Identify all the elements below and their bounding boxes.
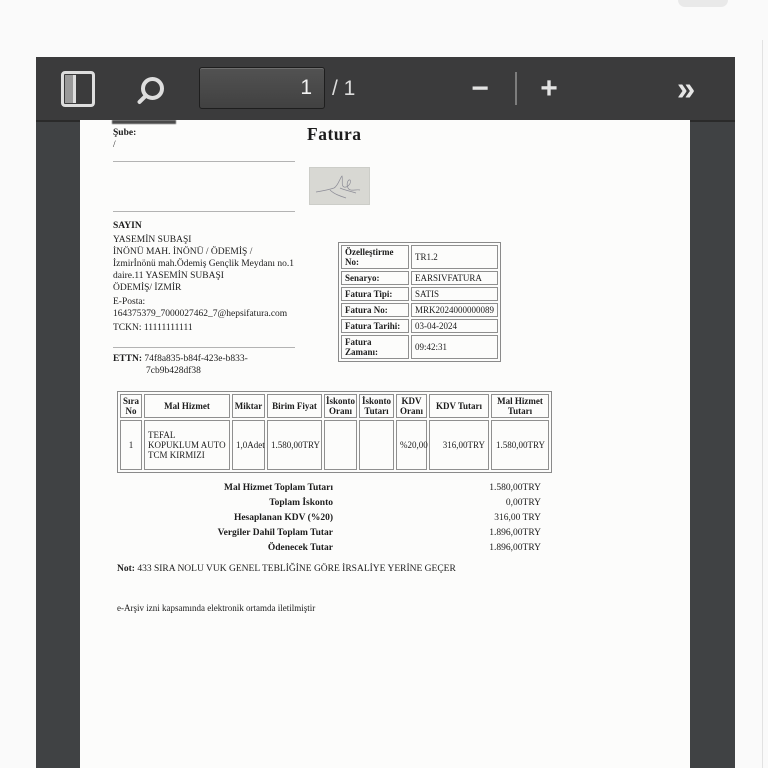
minus-icon: − xyxy=(471,71,489,105)
item-miktar: 1,0Adet xyxy=(232,420,265,470)
total-label: Vergiler Dahil Toplam Tutar xyxy=(217,527,333,538)
note-label: Not: xyxy=(117,564,135,574)
total-label: Ödenecek Tutar xyxy=(267,542,333,553)
table-row xyxy=(341,287,498,301)
item-birim-fiyat: 1.580,00TRY xyxy=(267,420,322,470)
total-value: 1.896,00TRY xyxy=(489,527,541,538)
total-label: Mal Hizmet Toplam Tutarı xyxy=(224,482,333,493)
zoom-in-button[interactable] xyxy=(525,57,573,120)
recipient-address-line: ÖDEMİŞ/ İZMİR xyxy=(113,283,182,293)
info-label: Fatura Tarihi: xyxy=(341,319,409,333)
tckn-value: TCKN: 11111111111 xyxy=(113,323,193,333)
divider-line xyxy=(113,347,295,348)
table-row xyxy=(341,319,498,333)
totals-block xyxy=(117,480,541,555)
search-icon xyxy=(141,77,164,100)
info-label: Fatura Zamanı: xyxy=(341,335,409,359)
item-mal-hizmet-tutari: 1.580,00TRY xyxy=(491,420,549,470)
total-value: 1.580,00TRY xyxy=(489,482,541,493)
total-row xyxy=(117,540,541,555)
total-value: 0,00TRY xyxy=(505,497,541,508)
info-value: MRK2024000000089 xyxy=(411,303,498,317)
page-count-label: / 1 xyxy=(332,76,356,100)
invoice-title: Fatura xyxy=(307,124,362,144)
column-header: Miktar xyxy=(232,394,265,418)
document-page xyxy=(80,120,690,768)
table-row xyxy=(341,271,498,285)
branch-value: / xyxy=(113,140,116,150)
recipient-heading: SAYIN xyxy=(113,221,142,231)
page-number-input[interactable] xyxy=(199,67,325,109)
footer-note: e-Arşiv izni kapsamında elektronik ortamda iletilmiştir xyxy=(117,603,316,613)
total-value: 316,00 TRY xyxy=(494,512,541,523)
search-button[interactable] xyxy=(134,57,170,120)
zoom-out-button[interactable] xyxy=(456,57,504,120)
divider-line xyxy=(113,161,295,162)
sidebar-toggle-button[interactable] xyxy=(60,57,96,120)
branch-label: Şube: xyxy=(113,128,137,138)
clipped-text-remnant xyxy=(112,120,176,124)
total-row xyxy=(117,510,541,525)
table-header-row xyxy=(120,394,549,418)
table-row xyxy=(120,420,549,470)
total-row xyxy=(117,525,541,540)
plus-icon: + xyxy=(540,71,558,105)
table-row xyxy=(341,335,498,359)
more-tools-button[interactable] xyxy=(662,57,710,120)
total-label: Toplam İskonto xyxy=(269,497,333,508)
info-value: EARSIVFATURA xyxy=(411,271,498,285)
info-value: TR1.2 xyxy=(411,245,498,269)
info-value: 09:42:31 xyxy=(411,335,498,359)
total-label: Hesaplanan KDV (%20) xyxy=(233,512,333,523)
info-label: Senaryo: xyxy=(341,271,409,285)
table-row xyxy=(341,303,498,317)
ettn-value-line2: 7cb9b428df38 xyxy=(146,366,201,376)
column-header: KDV Oranı xyxy=(396,394,427,418)
divider-line xyxy=(113,211,295,212)
info-label: Fatura Tipi: xyxy=(341,287,409,301)
recipient-address-line: daire.11 YASEMİN SUBAŞI xyxy=(113,271,224,281)
note-text: 433 SIRA NOLU VUK GENEL TEBLİĞİNE GÖRE İRSALİYE YERİNE GEÇER xyxy=(137,564,456,574)
sidebar-toggle-icon-panel xyxy=(65,75,76,103)
pdf-viewer xyxy=(36,57,735,768)
column-header: KDV Tutarı xyxy=(429,394,489,418)
total-row xyxy=(117,495,541,510)
line-items-table xyxy=(117,391,552,473)
email-label: E-Posta: xyxy=(113,297,146,307)
info-value: 03-04-2024 xyxy=(411,319,498,333)
item-kdv-orani: %20,00 xyxy=(396,420,427,470)
sidebar-toggle-icon xyxy=(61,71,95,107)
column-header: Birim Fiyat xyxy=(267,394,322,418)
column-header: Sıra No xyxy=(120,394,142,418)
ettn-label: ETTN: xyxy=(113,354,143,364)
info-value: SATIS xyxy=(411,287,498,301)
info-label: Özelleştirme No: xyxy=(341,245,409,269)
recipient-name: YASEMİN SUBAŞI xyxy=(113,235,192,245)
toolbar-divider xyxy=(515,72,517,105)
email-value: 164375379_7000027462_7@hepsifatura.com xyxy=(113,309,288,319)
column-header: İskonto Tutarı xyxy=(359,394,394,418)
item-mal-hizmet: TEFAL KOPUKLUM AUTO TCM KIRMIZI xyxy=(144,420,230,470)
item-sira-no: 1 xyxy=(120,420,142,470)
corner-decoration xyxy=(678,0,728,7)
item-kdv-tutari: 316,00TRY xyxy=(429,420,489,470)
column-header: Mal Hizmet Tutarı xyxy=(491,394,549,418)
total-row xyxy=(117,480,541,495)
column-header: İskonto Oranı xyxy=(326,396,356,416)
info-label: Fatura No: xyxy=(341,303,409,317)
edge-divider xyxy=(762,40,763,768)
total-value: 1.896,00TRY xyxy=(489,542,541,553)
ettn-value-line1: 74f8a835-b84f-423e-b833- xyxy=(144,354,248,364)
table-row xyxy=(341,245,498,269)
double-chevron-icon: » xyxy=(676,70,696,107)
note-line xyxy=(117,563,557,575)
recipient-address-line: İzmirİnönü mah.Ödemiş Gençlik Meydanı no.1 xyxy=(113,259,294,269)
column-header: Mal Hizmet xyxy=(144,394,230,418)
item-iskonto-tutari xyxy=(359,420,394,470)
invoice-info-table xyxy=(338,242,501,362)
ettn-block xyxy=(113,353,248,377)
recipient-block xyxy=(113,220,328,334)
recipient-address-line: İNÖNÜ MAH. İNÖNÜ / ÖDEMİŞ / xyxy=(113,247,253,257)
pdf-toolbar xyxy=(36,57,735,122)
signature-image xyxy=(309,167,370,205)
item-iskonto-orani xyxy=(324,420,357,470)
